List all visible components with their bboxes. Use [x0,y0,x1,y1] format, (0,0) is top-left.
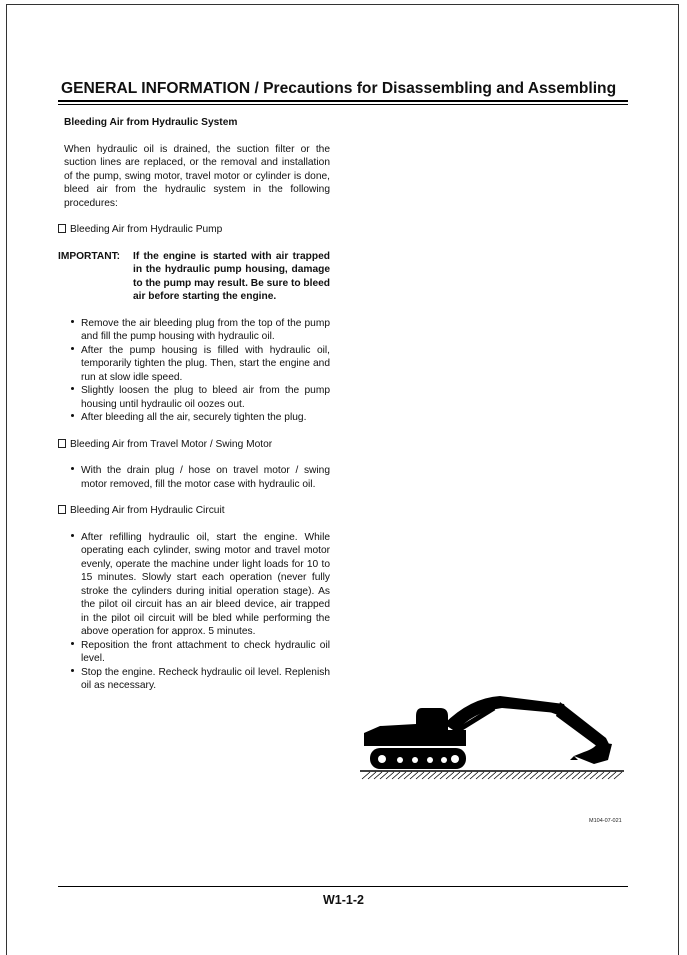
excavator-illustration [360,690,626,785]
subsection-title-motor [58,438,330,452]
list-item [58,639,330,666]
list-item-text: Stop the engine. Recheck hydraulic oil level. Replenish oil as necessary. [81,666,330,691]
header-rule-thin [58,104,628,105]
subsection-title-text: Bleeding Air from Hydraulic Circuit [70,505,225,516]
subsection-title-text: Bleeding Air from Hydraulic Pump [70,224,223,235]
list-item [58,344,330,385]
page-title: GENERAL INFORMATION / Precautions for Disassembling and Assembling [61,80,617,97]
bullet-dot-icon [71,534,74,537]
bullet-list-motor [58,464,330,491]
checkbox-square-icon [58,439,66,448]
bullet-list-circuit [58,531,330,693]
list-item [58,666,330,693]
bullet-dot-icon [71,320,74,323]
subsection-title-text: Bleeding Air from Travel Motor / Swing Motor [70,438,273,450]
header-rule [58,100,628,102]
subsection-title-pump [58,223,330,237]
bullet-dot-icon [71,347,74,350]
main-column [58,116,330,706]
list-item-text: With the drain plug / hose on travel motor / swing motor removed, fill the motor case with hydraulic oil. [81,465,330,490]
figure-code: M104-07-021 [589,818,622,824]
checkbox-square-icon [58,505,66,514]
intro-paragraph: When hydraulic oil is drained, the suction filter or the suction lines are replaced, or the removal and installation of the pump, swing motor, travel motor or cylinder is done, bleed air from the hydraulic system in the following procedures: [64,143,330,209]
list-item [58,411,330,425]
list-item [58,384,330,411]
section-heading: Bleeding Air from Hydraulic System [64,117,238,128]
bullet-dot-icon [71,467,74,470]
list-item [58,317,330,344]
bullet-dot-icon [71,642,74,645]
checkbox-square-icon [58,224,66,233]
list-item-text: After refilling hydraulic oil, start the engine. While operating each cylinder, swing motor and travel motor evenly, operate the machine under light loads for 10 to 15 minutes. Slowly start each operation (never fully stroke the cylinders during initial operation stage). As the pilot oil circuit has an air bleed device, air trapped in the pilot oil circuit will be bled while performing the above operation for approx. 5 minutes. [81,531,330,637]
list-item-text: Slightly loosen the plug to bleed air from the pump housing until hydraulic oil oozes out. [81,385,330,410]
bullet-dot-icon [71,669,74,672]
subsection-title-circuit [58,504,330,518]
list-item [58,531,330,639]
list-item-text: After bleeding all the air, securely tighten the plug. [81,412,307,423]
important-label: IMPORTANT: [58,250,121,262]
ground-hatching [362,772,622,779]
footer-rule [58,886,628,887]
list-item-text: Remove the air bleeding plug from the top of the pump and fill the pump housing with hydraulic oil. [81,317,330,342]
page-number: W1-1-2 [323,893,364,907]
important-text: If the engine is started with air trapped in the hydraulic pump housing, damage to the pump may result. Be sure to bleed air before starting the engine. [133,250,330,302]
bullet-list-pump [58,317,330,425]
list-item-text: Reposition the front attachment to check hydraulic oil level. [81,639,330,664]
bullet-dot-icon [71,387,74,390]
list-item [58,464,330,491]
bullet-dot-icon [71,414,74,417]
list-item-text: After the pump housing is filled with hydraulic oil, temporarily tighten the plug. Then, start the engine and run at slow idle speed. [81,344,330,383]
important-note [58,250,330,304]
